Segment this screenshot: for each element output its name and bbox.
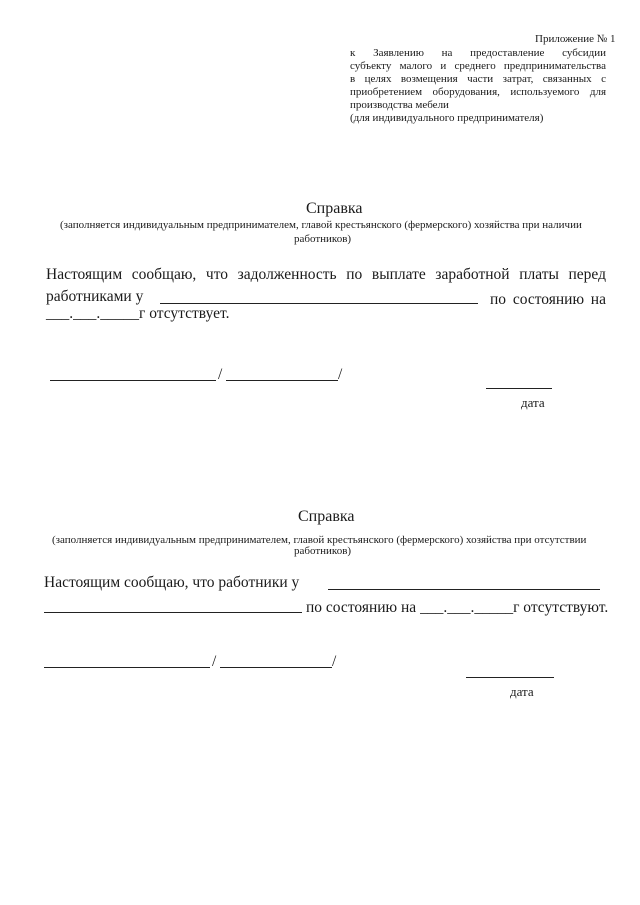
section1-sig-separator: /: [218, 366, 223, 383]
section1-body-line2-start: работниками у: [46, 288, 144, 305]
section2-date-label: дата: [510, 684, 534, 699]
section2-sig-separator: /: [332, 653, 337, 670]
appendix-line: субъекту малого и среднего предпринимательства: [350, 60, 606, 72]
section2-note-line1: (заполняется индивидуальным предпринимателем, главой крестьянского (фермерского) хозяйства при отсутствии: [52, 534, 587, 546]
section2-signature-field[interactable]: [44, 667, 210, 668]
section1-sig-separator: /: [338, 366, 343, 383]
section1-date-label: дата: [521, 395, 545, 410]
appendix-line: (для индивидуального предпринимателя): [350, 112, 544, 124]
appendix-line: приобретением оборудования, используемого для: [350, 86, 606, 98]
section1-body-line2-end: по состоянию на: [490, 291, 606, 308]
section2-employer-field-cont[interactable]: [44, 612, 302, 613]
section1-body-line3: ___.___._____г отсутствует.: [46, 305, 230, 322]
appendix-description: [350, 47, 606, 125]
appendix-line: производства мебели: [350, 99, 449, 111]
appendix-line: к Заявлению на предоставление субсидии: [350, 47, 606, 59]
section1-employer-field[interactable]: [160, 303, 478, 304]
appendix-line: в целях возмещения части затрат, связанных с: [350, 73, 606, 85]
section1-note-line1: (заполняется индивидуальным предпринимателем, главой крестьянского (фермерского) хозяйства при наличии: [60, 219, 582, 231]
section1-note-line2: работников): [294, 233, 352, 245]
section2-note-line2: работников): [294, 545, 352, 557]
section1-date-field[interactable]: [486, 388, 552, 389]
section1-name-field[interactable]: [226, 380, 338, 381]
section2-name-field[interactable]: [220, 667, 332, 668]
section1-signature-field[interactable]: [50, 380, 216, 381]
section2-date-field[interactable]: [466, 677, 554, 678]
section2-body-line2-end: по состоянию на ___.___._____г отсутствуют.: [306, 599, 609, 616]
section2-sig-separator: /: [212, 653, 217, 670]
section2-employer-field[interactable]: [328, 589, 600, 590]
section2-title: Справка: [298, 508, 355, 525]
appendix-title: Приложение № 1: [535, 33, 616, 45]
section1-title: Справка: [306, 200, 363, 217]
section1-body-line1: Настоящим сообщаю, что задолженность по выплате заработной платы перед: [46, 266, 606, 283]
section2-body-line1: Настоящим сообщаю, что работники у: [44, 574, 300, 591]
